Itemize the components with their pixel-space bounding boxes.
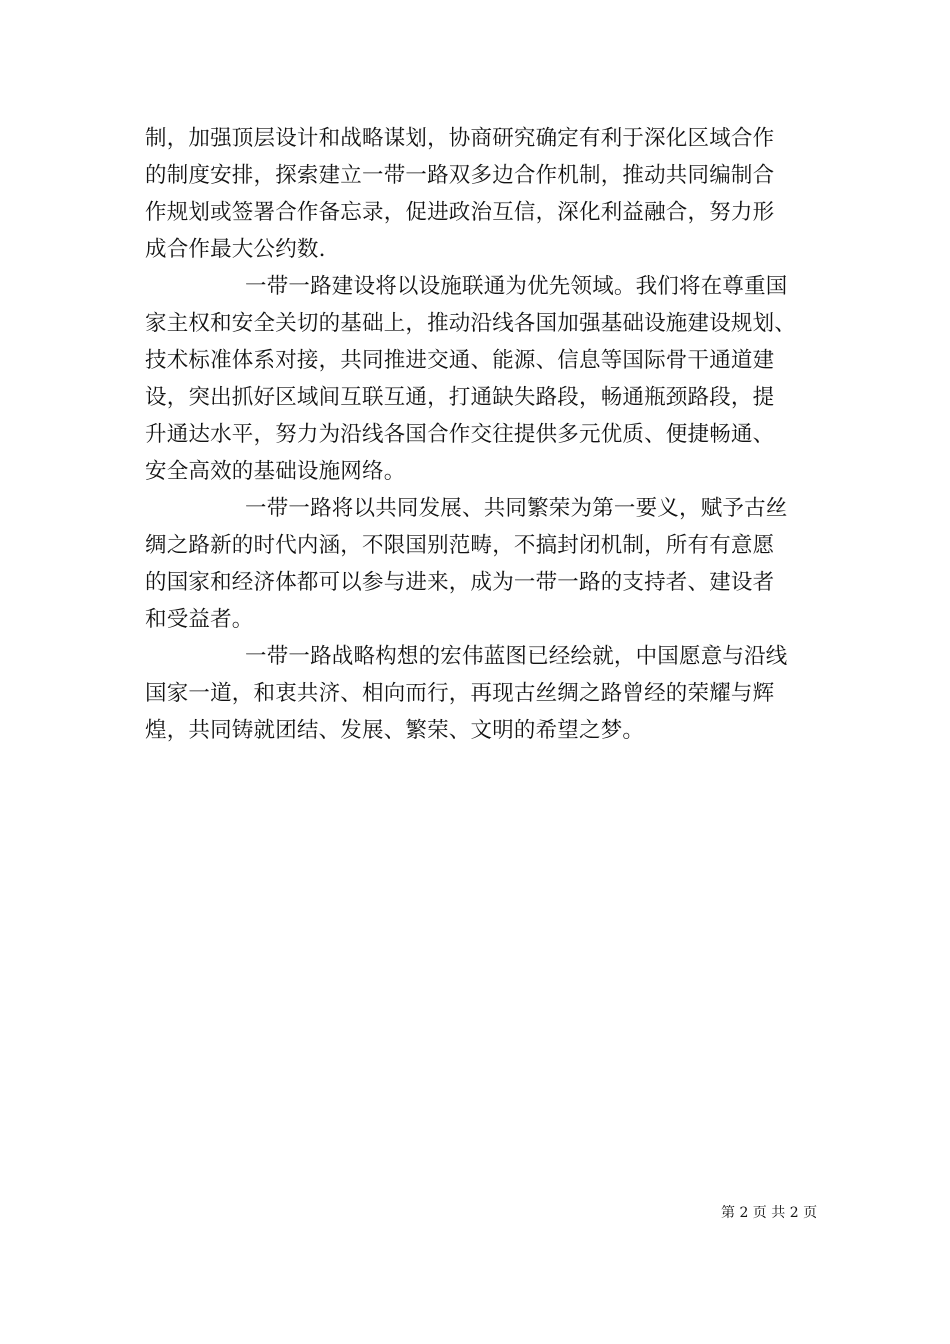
text-line: 绸之路新的时代内涵，不限国别范畴，不搞封闭机制，所有有意愿 [145, 533, 775, 558]
text-line: 一带一路战略构想的宏伟蓝图已经绘就，中国愿意与沿线 [245, 644, 788, 669]
text-line: 煌，共同铸就团结、发展、繁荣、文明的希望之梦。 [145, 718, 645, 743]
page-number-footer: 第 2 页 共 2 页 [721, 1205, 818, 1221]
text-line: 和受益者。 [145, 607, 254, 632]
paragraph-4 [145, 638, 807, 749]
text-line: 作规划或签署合作备忘录，促进政治互信，深化利益融合，努力形 [145, 200, 775, 225]
body-text [145, 120, 807, 749]
text-line: 制，加强顶层设计和战略谋划，协商研究确定有利于深化区域合作 [145, 126, 775, 151]
paragraph-3 [145, 490, 807, 638]
text-line: 设，突出抓好区域间互联互通，打通缺失路段，畅通瓶颈路段，提 [145, 385, 775, 410]
text-line: 的国家和经济体都可以参与进来，成为一带一路的支持者、建设者 [145, 570, 775, 595]
paragraph-1 [145, 120, 807, 268]
text-line: 的制度安排，探索建立一带一路双多边合作机制，推动共同编制合 [145, 163, 775, 188]
text-line: 一带一路将以共同发展、共同繁荣为第一要义，赋予古丝 [245, 496, 788, 521]
text-line: 安全高效的基础设施网络。 [145, 459, 406, 484]
paragraph-2 [145, 268, 807, 490]
text-line: 升通达水平，努力为沿线各国合作交往提供多元优质、便捷畅通、 [145, 422, 775, 447]
text-line: 一带一路建设将以设施联通为优先领域。我们将在尊重国 [245, 274, 788, 299]
text-line: 家主权和安全关切的基础上，推动沿线各国加强基础设施建设规划、 [145, 311, 797, 336]
text-line: 技术标准体系对接，共同推进交通、能源、信息等国际骨干通道建 [145, 348, 775, 373]
text-line: 成合作最大公约数. [145, 237, 326, 262]
text-line: 国家一道，和衷共济、相向而行，再现古丝绸之路曾经的荣耀与辉 [145, 681, 775, 706]
